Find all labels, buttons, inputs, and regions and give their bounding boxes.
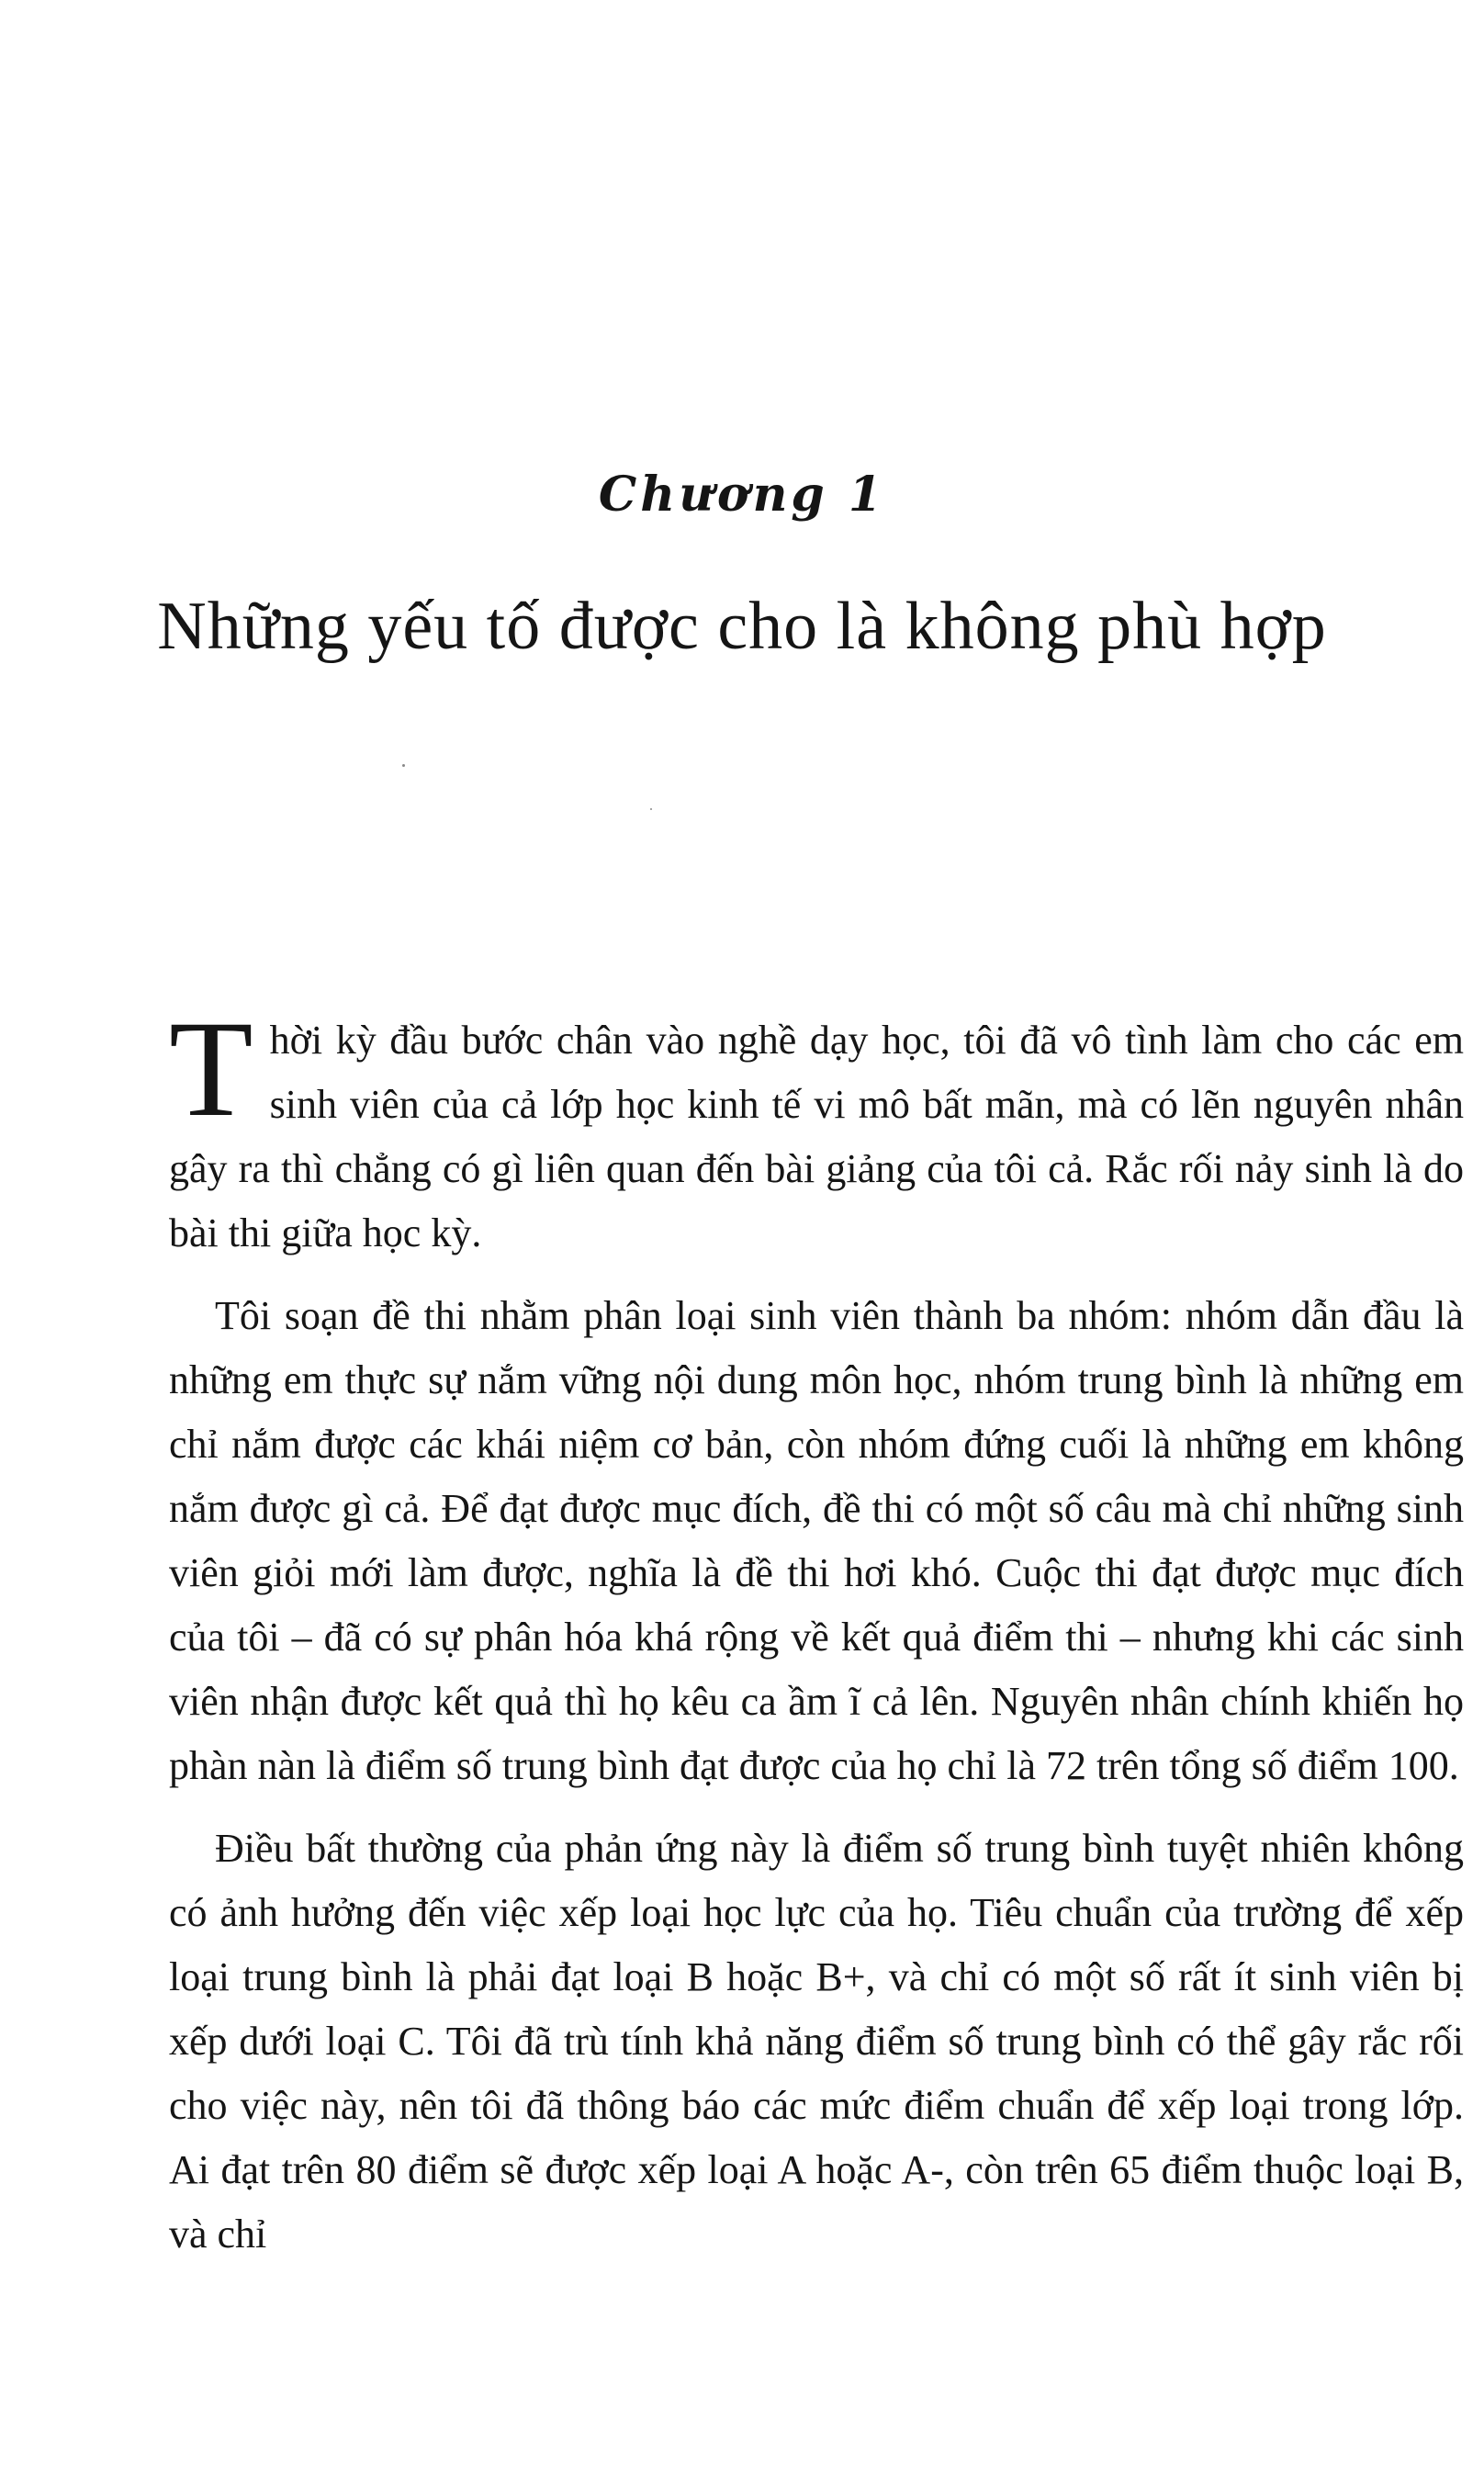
paragraph-1-text: hời kỳ đầu bước chân vào nghề dạy học, tôi đã vô tình làm cho các em sinh viên của cả lớp học kinh tế vi mô bất mãn, mà có lẽn nguyên nhân gây ra thì chẳng có gì liên quan đến bài giảng của tôi cả. Rắc rối nảy sinh là do bài thi giữa học kỳ. [169, 1018, 1464, 1255]
drop-cap: T [169, 993, 253, 1145]
chapter-label: Chương 1 [598, 467, 886, 523]
paragraph-1 [169, 993, 1464, 1266]
chapter-title: Những yếu tố được cho là không phù hợp [157, 589, 1327, 664]
page-speck [650, 808, 652, 810]
paragraph-3: Điều bất thường của phản ứng này là điểm số trung bình tuyệt nhiên không có ảnh hưởng đến việc xếp loại học lực của họ. Tiêu chuẩn của trường để xếp loại trung bình là phải đạt loại B hoặc B+, và chỉ có một số rất ít sinh viên bị xếp dưới loại C. Tôi đã trù tính khả năng điểm số trung bình có thể gây rắc rối cho việc này, nên tôi đã thông báo các mức điểm chuẩn để xếp loại trong lớp. Ai đạt trên 80 điểm sẽ được xếp loại A hoặc A-, còn trên 65 điểm thuộc loại B, và chỉ [169, 1826, 1464, 2257]
paragraph-2: Tôi soạn đề thi nhằm phân loại sinh viên thành ba nhóm: nhóm dẫn đầu là những em thực sự nắm vững nội dung môn học, nhóm trung bình là những em chỉ nắm được các khái niệm cơ bản, còn nhóm đứng cuối là những em không nắm được gì cả. Để đạt được mục đích, đề thi có một số câu mà chỉ những sinh viên giỏi mới làm được, nghĩa là đề thi hơi khó. Cuộc thi đạt được mục đích của tôi – đã có sự phân hóa khá rộng về kết quả điểm thi – nhưng khi các sinh viên nhận được kết quả thì họ kêu ca ầm ĩ cả lên. Nguyên nhân chính khiến họ phàn nàn là điểm số trung bình đạt được của họ chỉ là 72 trên tổng số điểm 100. [169, 1293, 1464, 1788]
body-text [169, 993, 1464, 2285]
page-speck [402, 764, 405, 767]
